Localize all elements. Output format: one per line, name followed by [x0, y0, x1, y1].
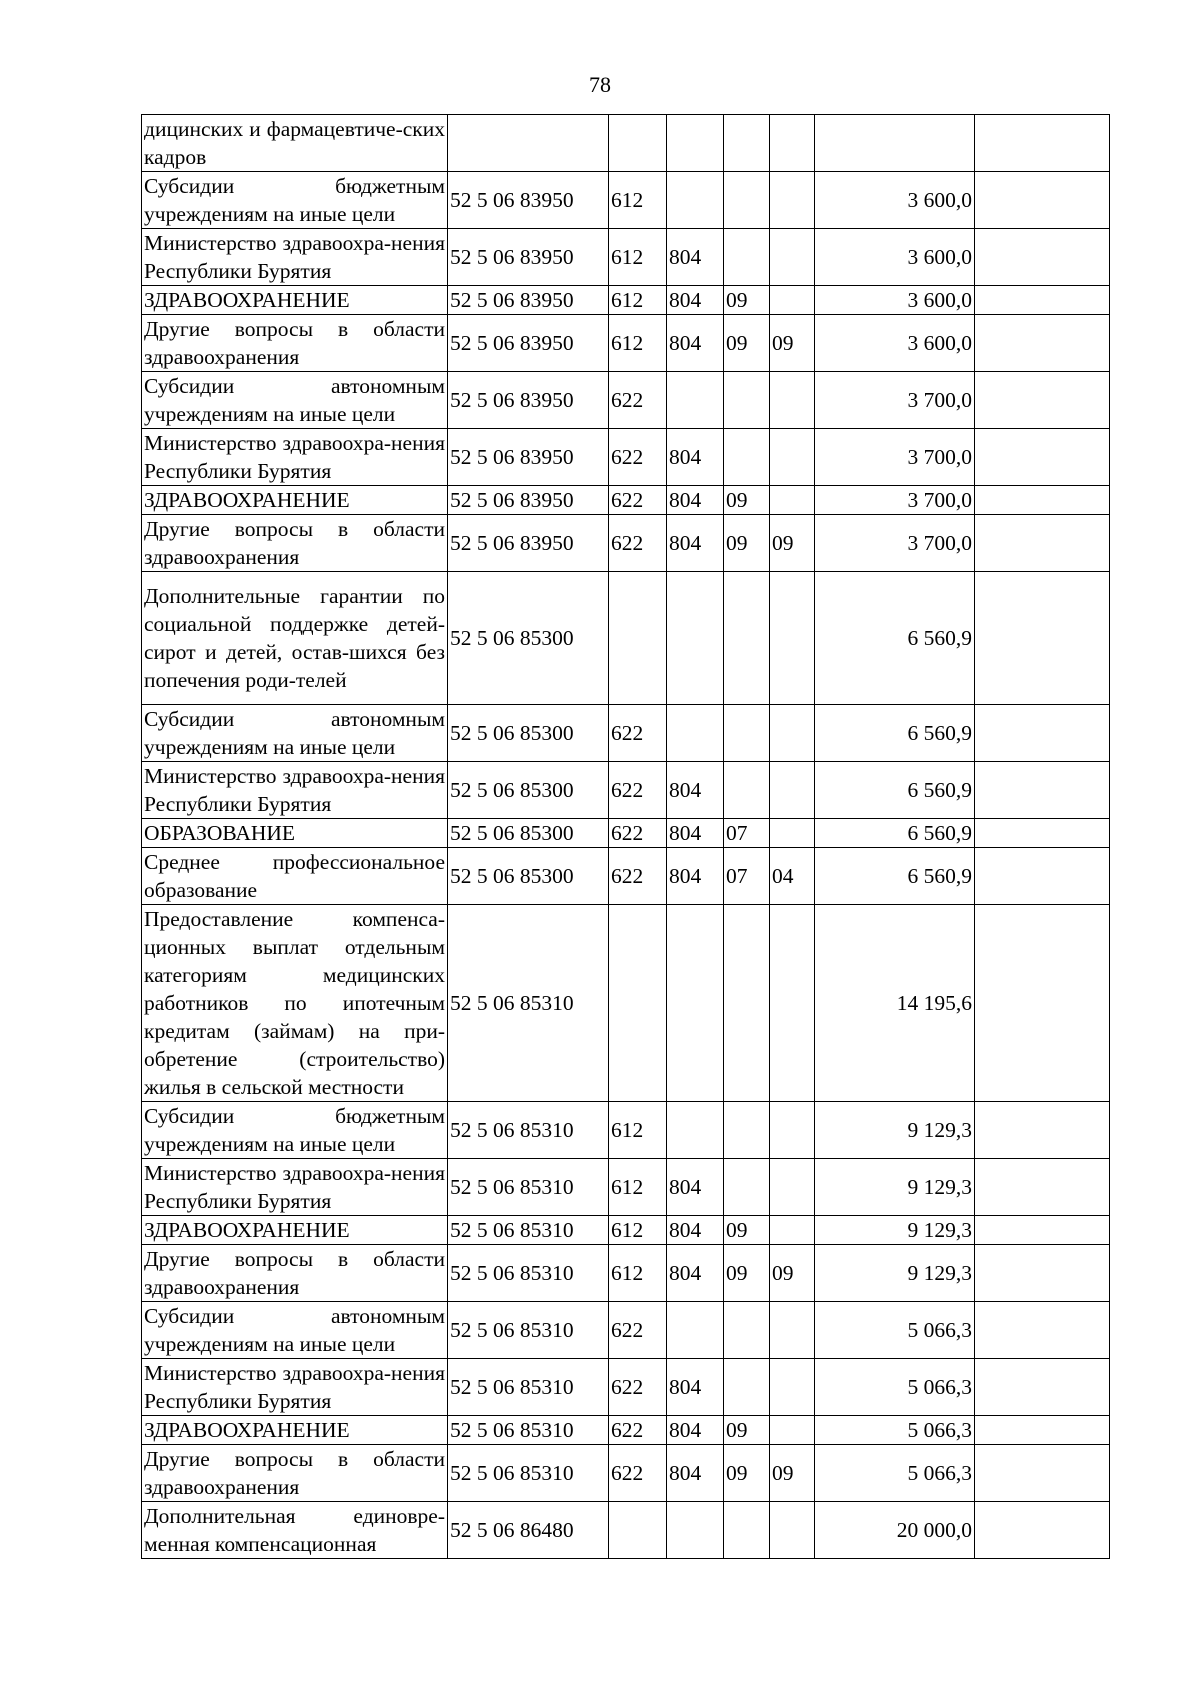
table-row: [142, 286, 1110, 315]
row-name-cell: Министерство здравоохра-нения Республики Бурятия: [142, 1158, 448, 1215]
row-rz-cell: [724, 572, 770, 705]
table-row: [142, 847, 1110, 904]
row-pr-cell: [770, 818, 815, 847]
table-row: [142, 818, 1110, 847]
row-extra-cell: [975, 229, 1110, 286]
row-vr-cell: 622: [609, 1358, 667, 1415]
row-grbs-cell: [667, 572, 724, 705]
row-name-cell: Другие вопросы в области здравоохранения: [142, 315, 448, 372]
row-pr-cell: [770, 904, 815, 1101]
row-grbs-cell: [667, 172, 724, 229]
table-row: [142, 315, 1110, 372]
row-vr-cell: [609, 572, 667, 705]
table-row: [142, 229, 1110, 286]
row-name-cell: ЗДРАВООХРАНЕНИЕ: [142, 1415, 448, 1444]
row-code-cell: 52 5 06 85300: [448, 761, 609, 818]
row-code-cell: 52 5 06 85310: [448, 1101, 609, 1158]
row-code-cell: 52 5 06 83950: [448, 315, 609, 372]
table-row: [142, 572, 1110, 705]
row-vr-cell: 622: [609, 761, 667, 818]
row-code-cell: 52 5 06 85300: [448, 572, 609, 705]
row-pr-cell: [770, 1415, 815, 1444]
row-extra-cell: [975, 818, 1110, 847]
row-amount-cell: 3 700,0: [815, 515, 975, 572]
table-row: [142, 429, 1110, 486]
row-vr-cell: 622: [609, 1444, 667, 1501]
row-grbs-cell: 804: [667, 1415, 724, 1444]
row-code-cell: [448, 115, 609, 172]
row-code-cell: 52 5 06 85310: [448, 1244, 609, 1301]
row-name-cell: Субсидии автономным учреждениям на иные цели: [142, 372, 448, 429]
row-amount-cell: 3 600,0: [815, 315, 975, 372]
row-pr-cell: [770, 486, 815, 515]
row-grbs-cell: 804: [667, 1215, 724, 1244]
row-amount-cell: 5 066,3: [815, 1444, 975, 1501]
row-amount-cell: 3 700,0: [815, 486, 975, 515]
row-pr-cell: [770, 704, 815, 761]
row-pr-cell: [770, 429, 815, 486]
row-pr-cell: [770, 1501, 815, 1558]
row-amount-cell: 6 560,9: [815, 704, 975, 761]
row-extra-cell: [975, 1358, 1110, 1415]
row-code-cell: 52 5 06 83950: [448, 286, 609, 315]
row-amount-cell: 5 066,3: [815, 1415, 975, 1444]
row-grbs-cell: 804: [667, 486, 724, 515]
row-code-cell: 52 5 06 83950: [448, 229, 609, 286]
row-code-cell: 52 5 06 85300: [448, 847, 609, 904]
row-name-cell: Дополнительная единовре-менная компенсационная: [142, 1501, 448, 1558]
row-rz-cell: 09: [724, 1444, 770, 1501]
row-grbs-cell: [667, 904, 724, 1101]
table-row: [142, 904, 1110, 1101]
row-grbs-cell: 804: [667, 286, 724, 315]
row-grbs-cell: 804: [667, 1244, 724, 1301]
row-code-cell: 52 5 06 85300: [448, 704, 609, 761]
row-pr-cell: [770, 229, 815, 286]
row-amount-cell: 5 066,3: [815, 1358, 975, 1415]
row-vr-cell: [609, 904, 667, 1101]
table-row: [142, 704, 1110, 761]
row-code-cell: 52 5 06 85310: [448, 1415, 609, 1444]
row-amount-cell: 3 600,0: [815, 172, 975, 229]
row-rz-cell: 07: [724, 847, 770, 904]
row-grbs-cell: [667, 115, 724, 172]
row-vr-cell: 612: [609, 315, 667, 372]
page-number: 78: [589, 72, 611, 97]
table-row: [142, 1501, 1110, 1558]
row-vr-cell: 612: [609, 172, 667, 229]
row-extra-cell: [975, 761, 1110, 818]
row-extra-cell: [975, 1444, 1110, 1501]
row-vr-cell: 612: [609, 1158, 667, 1215]
row-pr-cell: 09: [770, 1244, 815, 1301]
row-extra-cell: [975, 429, 1110, 486]
table-row: [142, 372, 1110, 429]
row-pr-cell: [770, 372, 815, 429]
row-rz-cell: [724, 1501, 770, 1558]
row-amount-cell: 9 129,3: [815, 1244, 975, 1301]
row-code-cell: 52 5 06 85310: [448, 1215, 609, 1244]
row-amount-cell: 14 195,6: [815, 904, 975, 1101]
table-row: [142, 515, 1110, 572]
row-vr-cell: 622: [609, 1301, 667, 1358]
row-extra-cell: [975, 1501, 1110, 1558]
row-pr-cell: [770, 1215, 815, 1244]
row-rz-cell: [724, 1101, 770, 1158]
row-name-cell: Предоставление компенса-ционных выплат отдельным категориям медицинских работников по ипотечным кредитам (займам) на при-обретение (строительство) жилья в сельской местности: [142, 904, 448, 1101]
row-vr-cell: 622: [609, 372, 667, 429]
row-extra-cell: [975, 847, 1110, 904]
row-extra-cell: [975, 515, 1110, 572]
row-grbs-cell: 804: [667, 229, 724, 286]
row-amount-cell: 3 700,0: [815, 429, 975, 486]
row-vr-cell: 622: [609, 847, 667, 904]
row-pr-cell: 04: [770, 847, 815, 904]
row-grbs-cell: 804: [667, 818, 724, 847]
row-extra-cell: [975, 572, 1110, 705]
row-vr-cell: 622: [609, 704, 667, 761]
row-extra-cell: [975, 904, 1110, 1101]
row-name-cell: Дополнительные гарантии по социальной поддержке детей-сирот и детей, остав-шихся без попечения роди-телей: [142, 572, 448, 705]
row-grbs-cell: 804: [667, 1358, 724, 1415]
row-grbs-cell: 804: [667, 515, 724, 572]
row-grbs-cell: [667, 1301, 724, 1358]
row-grbs-cell: 804: [667, 847, 724, 904]
row-vr-cell: 622: [609, 1415, 667, 1444]
row-rz-cell: [724, 1358, 770, 1415]
row-name-cell: Другие вопросы в области здравоохранения: [142, 1244, 448, 1301]
row-name-cell: ОБРАЗОВАНИЕ: [142, 818, 448, 847]
row-code-cell: 52 5 06 85300: [448, 818, 609, 847]
row-extra-cell: [975, 486, 1110, 515]
table-row: [142, 1158, 1110, 1215]
row-vr-cell: 612: [609, 1215, 667, 1244]
row-grbs-cell: 804: [667, 1158, 724, 1215]
row-name-cell: Другие вопросы в области здравоохранения: [142, 515, 448, 572]
row-rz-cell: 07: [724, 818, 770, 847]
row-extra-cell: [975, 1301, 1110, 1358]
row-name-cell: дицинских и фармацевтиче-ских кадров: [142, 115, 448, 172]
row-amount-cell: 6 560,9: [815, 818, 975, 847]
row-amount-cell: 6 560,9: [815, 847, 975, 904]
row-pr-cell: [770, 172, 815, 229]
row-pr-cell: [770, 1301, 815, 1358]
row-rz-cell: [724, 429, 770, 486]
row-rz-cell: [724, 372, 770, 429]
row-pr-cell: [770, 1158, 815, 1215]
row-name-cell: Субсидии автономным учреждениям на иные цели: [142, 704, 448, 761]
row-code-cell: 52 5 06 83950: [448, 429, 609, 486]
row-grbs-cell: [667, 704, 724, 761]
row-rz-cell: 09: [724, 286, 770, 315]
row-code-cell: 52 5 06 83950: [448, 372, 609, 429]
row-extra-cell: [975, 1215, 1110, 1244]
row-vr-cell: 612: [609, 1101, 667, 1158]
row-name-cell: Министерство здравоохра-нения Республики Бурятия: [142, 761, 448, 818]
row-rz-cell: [724, 1158, 770, 1215]
table-row: [142, 1244, 1110, 1301]
table-row: [142, 1444, 1110, 1501]
row-amount-cell: 6 560,9: [815, 761, 975, 818]
row-code-cell: 52 5 06 83950: [448, 172, 609, 229]
row-code-cell: 52 5 06 86480: [448, 1501, 609, 1558]
row-grbs-cell: 804: [667, 315, 724, 372]
table-row: [142, 486, 1110, 515]
row-pr-cell: [770, 286, 815, 315]
table-row: [142, 172, 1110, 229]
row-vr-cell: [609, 115, 667, 172]
table-row: [142, 761, 1110, 818]
table-row: [142, 1301, 1110, 1358]
table-row: [142, 115, 1110, 172]
row-extra-cell: [975, 115, 1110, 172]
row-name-cell: Субсидии бюджетным учреждениям на иные цели: [142, 1101, 448, 1158]
row-rz-cell: 09: [724, 315, 770, 372]
row-rz-cell: [724, 115, 770, 172]
row-vr-cell: 612: [609, 229, 667, 286]
row-extra-cell: [975, 172, 1110, 229]
row-vr-cell: [609, 1501, 667, 1558]
row-name-cell: Среднее профессиональное образование: [142, 847, 448, 904]
row-amount-cell: 5 066,3: [815, 1301, 975, 1358]
table-row: [142, 1101, 1110, 1158]
row-vr-cell: 622: [609, 486, 667, 515]
budget-table: [141, 114, 1110, 1559]
row-amount-cell: 3 600,0: [815, 229, 975, 286]
row-extra-cell: [975, 315, 1110, 372]
row-vr-cell: 622: [609, 429, 667, 486]
row-pr-cell: [770, 115, 815, 172]
row-pr-cell: 09: [770, 315, 815, 372]
row-name-cell: ЗДРАВООХРАНЕНИЕ: [142, 286, 448, 315]
row-grbs-cell: [667, 372, 724, 429]
row-extra-cell: [975, 1101, 1110, 1158]
row-name-cell: Субсидии автономным учреждениям на иные цели: [142, 1301, 448, 1358]
table-row: [142, 1358, 1110, 1415]
row-name-cell: Министерство здравоохра-нения Республики Бурятия: [142, 429, 448, 486]
row-rz-cell: [724, 172, 770, 229]
row-name-cell: Субсидии бюджетным учреждениям на иные цели: [142, 172, 448, 229]
row-code-cell: 52 5 06 83950: [448, 515, 609, 572]
row-code-cell: 52 5 06 85310: [448, 1444, 609, 1501]
table-row: [142, 1415, 1110, 1444]
row-grbs-cell: 804: [667, 1444, 724, 1501]
row-code-cell: 52 5 06 85310: [448, 1158, 609, 1215]
row-rz-cell: [724, 1301, 770, 1358]
row-vr-cell: 612: [609, 1244, 667, 1301]
row-grbs-cell: [667, 1101, 724, 1158]
row-amount-cell: 20 000,0: [815, 1501, 975, 1558]
row-name-cell: Министерство здравоохра-нения Республики Бурятия: [142, 1358, 448, 1415]
row-rz-cell: [724, 229, 770, 286]
row-code-cell: 52 5 06 85310: [448, 1358, 609, 1415]
row-name-cell: Министерство здравоохра-нения Республики Бурятия: [142, 229, 448, 286]
row-rz-cell: 09: [724, 486, 770, 515]
row-rz-cell: 09: [724, 1244, 770, 1301]
row-extra-cell: [975, 372, 1110, 429]
row-extra-cell: [975, 1415, 1110, 1444]
row-amount-cell: 9 129,3: [815, 1215, 975, 1244]
row-rz-cell: 09: [724, 1415, 770, 1444]
row-amount-cell: 3 700,0: [815, 372, 975, 429]
row-amount-cell: 3 600,0: [815, 286, 975, 315]
row-rz-cell: 09: [724, 1215, 770, 1244]
row-pr-cell: [770, 1358, 815, 1415]
row-vr-cell: 612: [609, 286, 667, 315]
row-vr-cell: 622: [609, 515, 667, 572]
row-pr-cell: [770, 572, 815, 705]
row-pr-cell: 09: [770, 515, 815, 572]
row-code-cell: 52 5 06 85310: [448, 904, 609, 1101]
row-name-cell: ЗДРАВООХРАНЕНИЕ: [142, 486, 448, 515]
row-extra-cell: [975, 1158, 1110, 1215]
row-rz-cell: [724, 904, 770, 1101]
row-amount-cell: 6 560,9: [815, 572, 975, 705]
row-rz-cell: [724, 761, 770, 818]
row-pr-cell: 09: [770, 1444, 815, 1501]
row-grbs-cell: 804: [667, 429, 724, 486]
row-extra-cell: [975, 1244, 1110, 1301]
row-amount-cell: 9 129,3: [815, 1101, 975, 1158]
budget-table-body: [142, 115, 1110, 1559]
row-vr-cell: 622: [609, 818, 667, 847]
row-pr-cell: [770, 1101, 815, 1158]
row-grbs-cell: [667, 1501, 724, 1558]
table-row: [142, 1215, 1110, 1244]
row-rz-cell: 09: [724, 515, 770, 572]
row-extra-cell: [975, 704, 1110, 761]
row-amount-cell: 9 129,3: [815, 1158, 975, 1215]
row-name-cell: Другие вопросы в области здравоохранения: [142, 1444, 448, 1501]
row-pr-cell: [770, 761, 815, 818]
row-grbs-cell: 804: [667, 761, 724, 818]
row-rz-cell: [724, 704, 770, 761]
row-amount-cell: [815, 115, 975, 172]
row-name-cell: ЗДРАВООХРАНЕНИЕ: [142, 1215, 448, 1244]
row-code-cell: 52 5 06 83950: [448, 486, 609, 515]
row-extra-cell: [975, 286, 1110, 315]
row-code-cell: 52 5 06 85310: [448, 1301, 609, 1358]
